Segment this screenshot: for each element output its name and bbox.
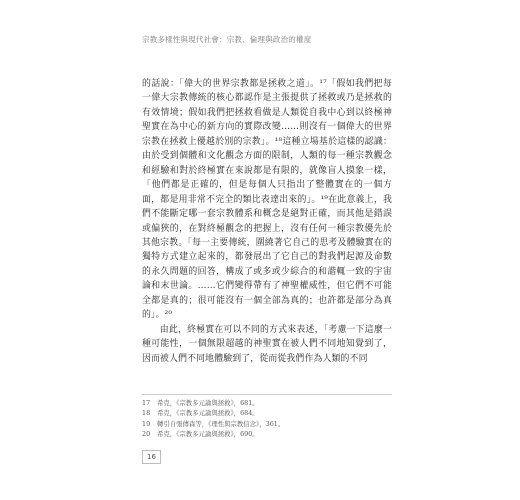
footnote-number: 17: [142, 399, 151, 407]
footnote: [142, 429, 392, 439]
footnote-number: 20: [142, 429, 151, 438]
footnote-text: 轉引自張傳森等，《理性與宗教信念》，361。: [157, 419, 285, 428]
paragraph-2: 由此，終極實在可以不同的方式來表述，「考慮一下這麼一種可能性，一個無限超越的神聖實在被人們不同地知覺到了，因而被人們不同地體驗到了，從而從我們作為人類的不同: [142, 324, 392, 364]
footnotes: [142, 398, 392, 439]
footnote-number: 18: [142, 409, 151, 418]
running-head: 宗教多樣性與現代社會：宗教、倫理與政治的權度: [142, 35, 312, 44]
body-text: [142, 77, 392, 366]
footnote-separator: [142, 394, 392, 395]
page-number: 16: [142, 450, 161, 464]
footnote-text: 希克，《宗教多元論與拯救》，690。: [157, 429, 259, 438]
footnote: [142, 398, 392, 408]
paragraph-1: 的話說：「偉大的世界宗教都是拯救之道」。¹⁷「假如我們把每一偉大宗教傳統的核心都認作是主張提供了拯救或乃是拯救的有效情境；假如我們把拯救看做是人類從自我中心到以終極神聖實在為中心的新方向的實際改變……則沒有一個偉大的世界宗教在拯救上優越於別的宗教」。¹⁸這種立場基於這樣的認識：由於受到個體和文化觀念方面的限制，人類的每一種宗教觀念和經驗和對於終極實在來說都是有限的，就像盲人摸象一樣，「他們都是正確的，但是每個人只指出了整體實在的一個方面，都是用非常不完全的類比表達出來的」。¹⁹在此意義上，我們不能斷定哪一套宗教體系和概念是絕對正確，而其他是錯誤或偏狹的，在對終極觀念的把握上，沒有任何一種宗教優先於其他宗教。「每一主要傳統，圍繞著它自己的思考及體驗實在的獨特方式建立起來的，都發展出了它自己的對我們起源及命數的永久問題的回答，構成了或多或少綜合的和諧輒一致的宇宙論和末世論。……它們變得帶有了神聖權威性，但它們不可能全都是真的；很可能沒有一個全部為真的；也許都是部分為真的」。²⁰: [142, 79, 392, 321]
footnote-text: 希克，《宗教多元論與拯救》，684。: [157, 409, 259, 418]
footnote: [142, 408, 392, 418]
footnote: [142, 419, 392, 429]
footnote-number: 19: [142, 419, 151, 428]
footnote-text: 希克，《宗教多元論與拯救》，681。: [157, 399, 259, 407]
